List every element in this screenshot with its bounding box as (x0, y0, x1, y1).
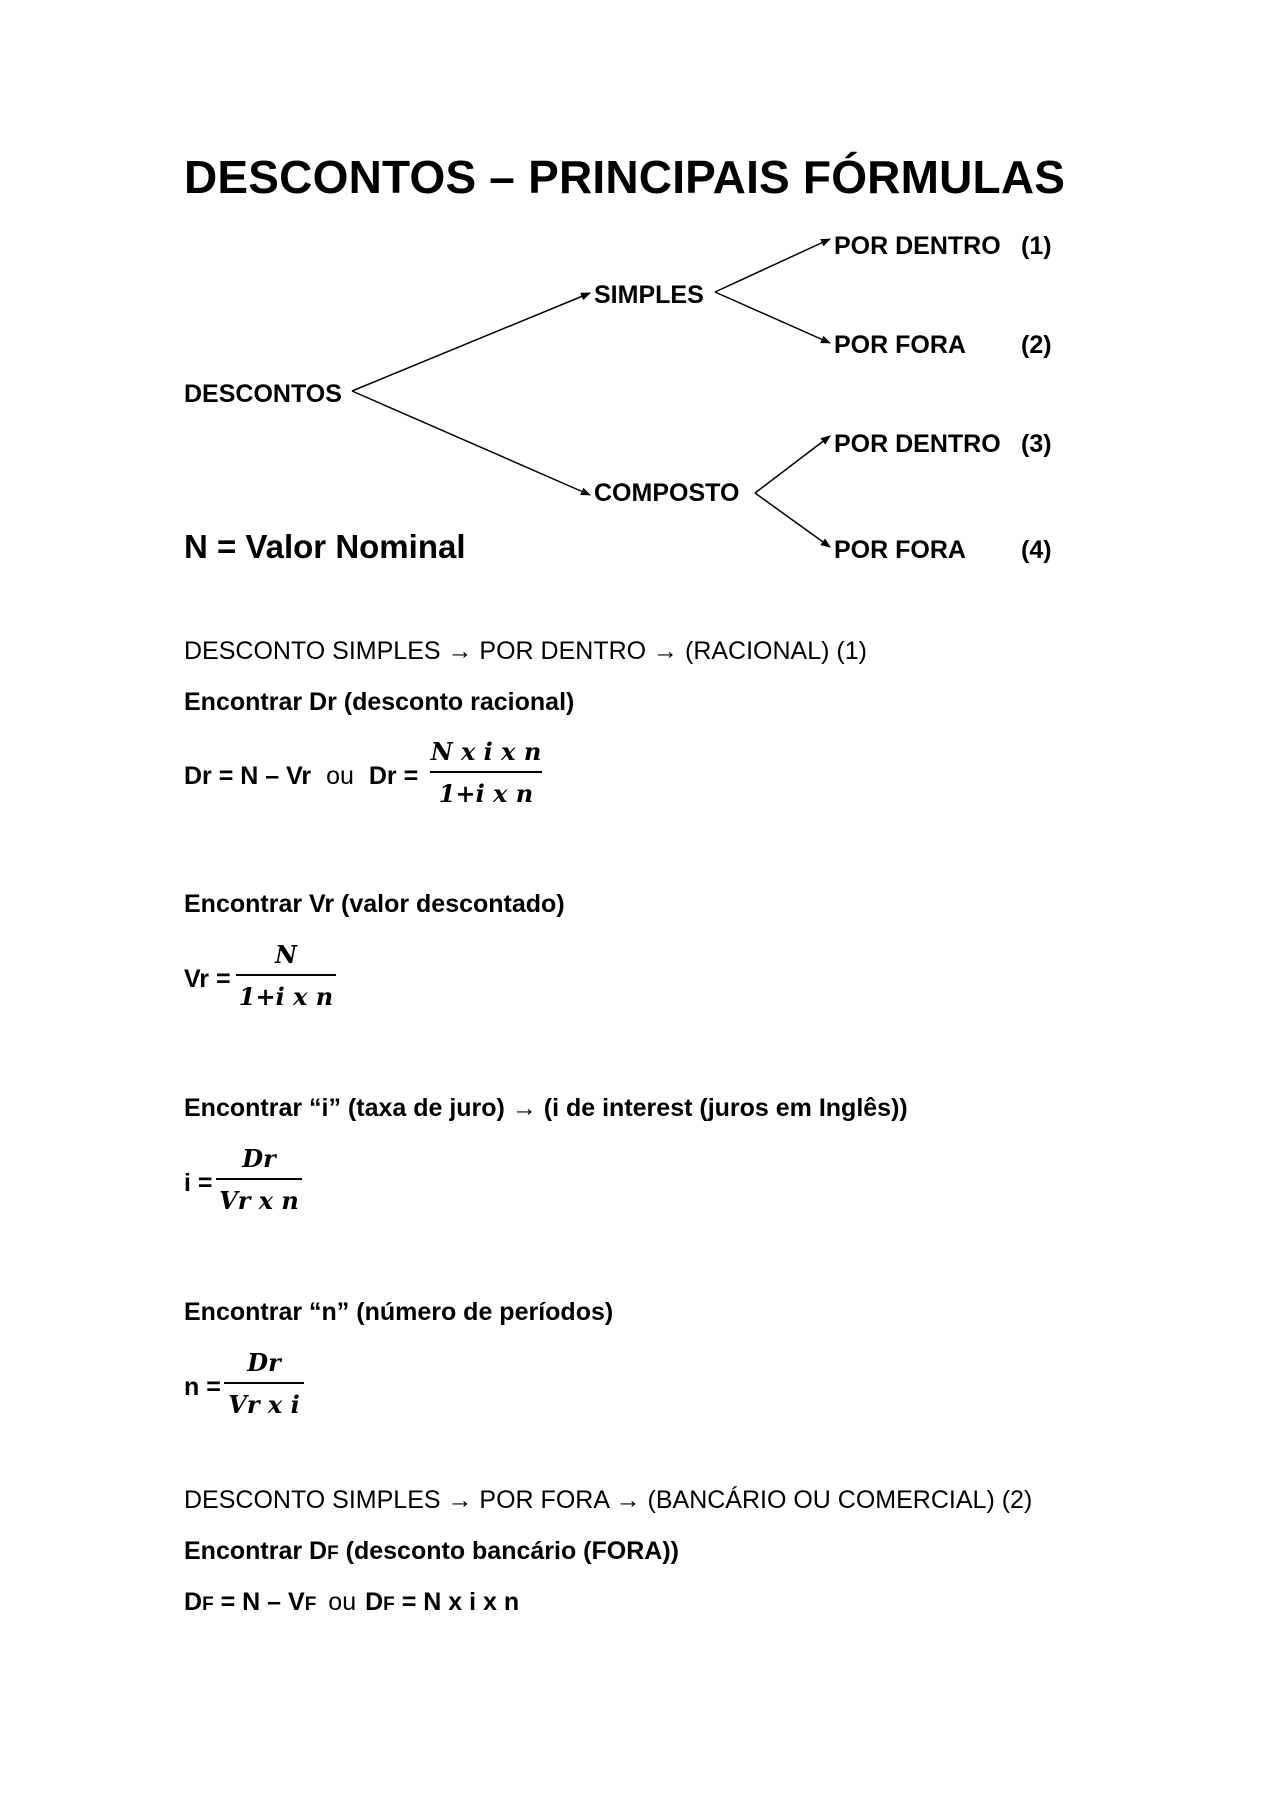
nominal-definition: N = Valor Nominal (184, 528, 466, 565)
fraction-numerator: N x i x n (430, 737, 542, 766)
text-subscript: F (327, 1543, 339, 1564)
tree-simples: SIMPLES (594, 281, 704, 309)
formula-i-left: i = (184, 1169, 213, 1197)
arrow-descontos-simples (352, 293, 590, 391)
formula-vr-left: Vr = (184, 965, 231, 993)
tree-root: DESCONTOS (184, 380, 342, 408)
fraction-denominator: 1+i x n (438, 779, 534, 808)
text-subscript: F (202, 1594, 214, 1615)
text-subscript: F (304, 1594, 317, 1615)
leaf-number: (1) (1021, 232, 1052, 260)
fraction-bar (224, 1382, 304, 1384)
fraction-bar (430, 771, 542, 773)
leaf-number: (3) (1021, 430, 1052, 458)
subheading-df (184, 1537, 679, 1566)
page-title: DESCONTOS – PRINCIPAIS FÓRMULAS (184, 151, 1066, 203)
text-fragment: (desconto bancário (FORA)) (338, 1537, 679, 1565)
text-fragment: D (184, 1588, 203, 1616)
arrow-composto-dentro (755, 436, 830, 493)
leaf-label: POR FORA (834, 331, 966, 359)
leaf-label: POR DENTRO (834, 430, 1001, 458)
leaf-label: POR FORA (834, 536, 966, 564)
leaf-number: (2) (1021, 331, 1052, 359)
ou-text: ou (326, 762, 354, 790)
formula-df (184, 1588, 519, 1617)
fraction-denominator: 1+i x n (238, 982, 334, 1011)
text-fragment: = N – V (213, 1588, 305, 1616)
fraction-numerator: Dr (247, 1348, 281, 1377)
section-heading: DESCONTO SIMPLES → POR FORA → (BANCÁRIO OU COMERCIAL) (2) (184, 1486, 1033, 1514)
subheading-dr: Encontrar Dr (desconto racional) (184, 688, 575, 716)
text-fragment: Encontrar D (184, 1537, 328, 1565)
fraction-denominator: Vr x n (219, 1186, 299, 1215)
arrow-simples-fora (715, 292, 830, 343)
arrow-descontos-composto (352, 391, 590, 495)
fraction-numerator: Dr (242, 1144, 276, 1173)
leaf-label: POR DENTRO (834, 232, 1001, 260)
formula-n-left: n = (184, 1373, 221, 1401)
fraction-bar (216, 1178, 302, 1180)
arrow-simples-dentro (715, 239, 830, 292)
formula-dr-right: Dr = (368, 762, 419, 790)
formula-dr-left: Dr = N – Vr (184, 762, 312, 790)
fraction-bar (236, 974, 336, 976)
formula-dr (184, 762, 418, 791)
leaf-number: (4) (1021, 536, 1052, 564)
ou-text: ou (328, 1588, 357, 1616)
tree-composto: COMPOSTO (594, 479, 740, 507)
subheading-n: Encontrar “n” (número de períodos) (184, 1298, 614, 1326)
subheading-i: Encontrar “i” (taxa de juro) → (i de interest (juros em Inglês)) (184, 1094, 908, 1122)
text-fragment: D (365, 1588, 384, 1616)
section-heading: DESCONTO SIMPLES → POR DENTRO → (RACIONAL) (1) (184, 637, 867, 665)
arrow-composto-fora (755, 493, 830, 547)
text-fragment: = N x i x n (394, 1588, 520, 1616)
text-subscript: F (383, 1594, 395, 1615)
fraction-denominator: Vr x i (228, 1390, 300, 1419)
subheading-vr: Encontrar Vr (valor descontado) (184, 890, 565, 918)
fraction-numerator: N (275, 940, 297, 969)
